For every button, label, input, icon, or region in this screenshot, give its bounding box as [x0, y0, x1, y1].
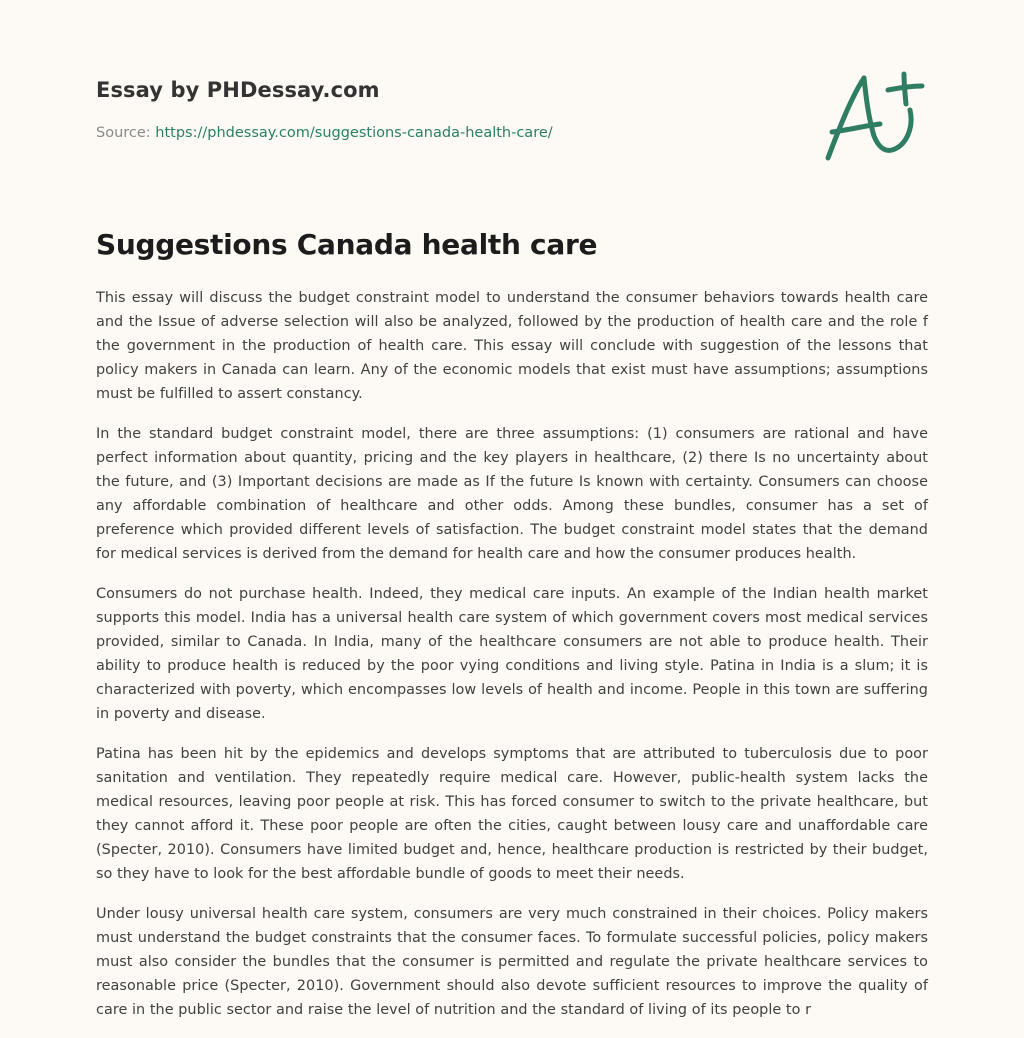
essay-paragraph: Consumers do not purchase health. Indeed, they medical care inputs. An example of the Indian health market supports this model. India has a universal health care system of which government covers most medical services provided, similar to Canada. In India, many of the healthcare consumers are not able to produce health. Their ability to produce health is reduced by the poor vying conditions and living style. Patina in India is a slum; it is characterized with poverty, which encompasses low levels of health and income. People in this town are suffering in poverty and disease.: [96, 586, 928, 722]
brand-title: Essay by PHDessay.com: [96, 78, 380, 102]
essay-paragraph: This essay will discuss the budget constraint model to understand the consumer behaviors towards health care and the Issue of adverse selection will also be analyzed, followed by the production of health care and the role f the government in the production of health care. This essay will conclude with suggestion of the lessons that policy makers in Canada can learn. Any of the economic models that exist must have assumptions; assumptions must be fulfilled to assert constancy.: [96, 290, 928, 402]
source-link[interactable]: https://phdessay.com/suggestions-canada-health-care/: [155, 125, 553, 141]
source-line: [96, 123, 796, 143]
page-header: [96, 76, 796, 143]
source-label: Source:: [96, 125, 156, 141]
essay-paragraph: Patina has been hit by the epidemics and develops symptoms that are attributed to tuberculosis due to poor sanitation and ventilation. They repeatedly require medical care. However, public-health system lacks the medical resources, leaving poor people at risk. This has forced consumer to switch to the private healthcare, but they cannot afford it. These poor people are often the cities, caught between lousy care and unaffordable care (Specter, 2010). Consumers have limited budget and, hence, healthcare production is restricted by their budget, so they have to look for the best affordable bundle of goods to meet their needs.: [96, 746, 928, 882]
essay-paragraph: Under lousy universal health care system, consumers are very much constrained in their choices. Policy makers must understand the budget constraints that the consumer faces. To formulate successful policies, policy makers must also consider the bundles that the consumer is permitted and regulate the private healthcare services to reasonable price (Specter, 2010). Government should also devote sufficient resources to improve the quality of care in the public sector and raise the level of nutrition and the standard of living of its people to r: [96, 906, 928, 1018]
essay-body: [96, 286, 928, 1038]
essay-paragraph: In the standard budget constraint model, there are three assumptions: (1) consumers are rational and have perfect information about quantity, pricing and the key players in healthcare, (2) there Is no uncertainty about the future, and (3) Important decisions are made as If the future Is known with certainty. Consumers can choose any affordable combination of healthcare and other odds. Among these bundles, consumer has a set of preference which provided different levels of satisfaction. The budget constraint model states that the demand for medical services is derived from the demand for health care and how the consumer produces health.: [96, 426, 928, 562]
essay-title: Suggestions Canada health care: [96, 228, 598, 261]
a-plus-grade-icon: [818, 66, 930, 166]
